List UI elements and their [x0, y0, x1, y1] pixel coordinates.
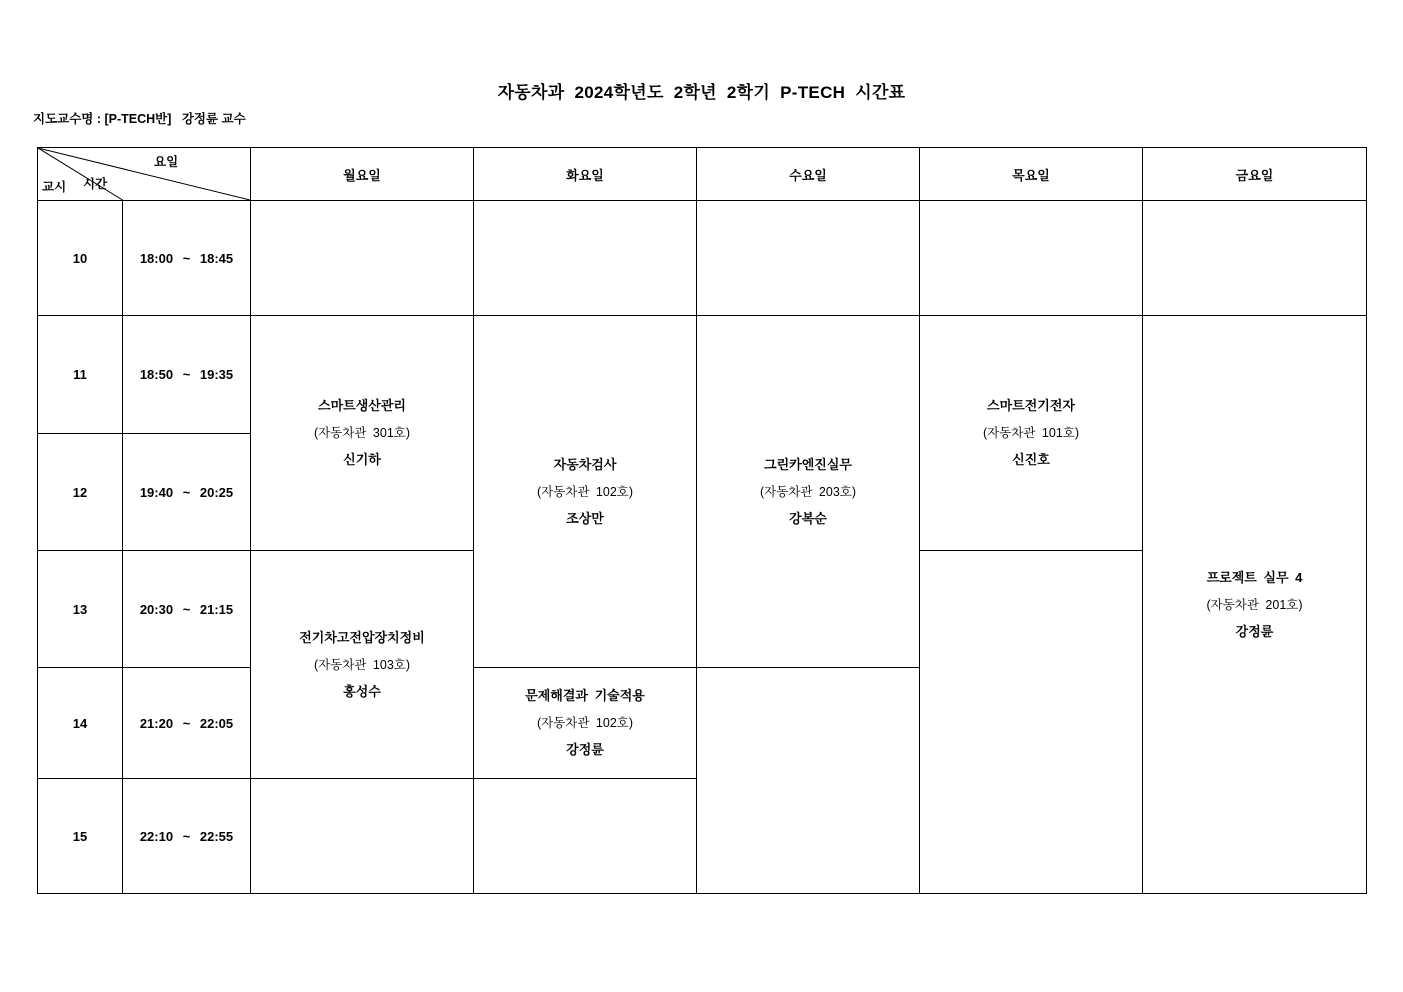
teacher-label: 강정륜 [1235, 623, 1274, 639]
period-number-15: 15 [38, 779, 123, 894]
room-label: (자동차관 201호) [1206, 597, 1303, 612]
teacher-label: 신기하 [343, 452, 381, 467]
room-label: (자동차관 203호) [759, 484, 857, 499]
empty-cell-tue-15 [474, 779, 697, 894]
period-number-13: 13 [38, 551, 123, 668]
period-time-12: 19:40 ~ 20:25 [123, 434, 251, 551]
teacher-label: 강정륜 [566, 742, 604, 757]
empty-cell-fri-10 [1143, 201, 1367, 316]
subject-label: 문제해결과 기술적용 [525, 688, 645, 703]
class-cell-tue-11-13 [474, 316, 697, 668]
empty-cell-mon-10 [251, 201, 474, 316]
class-cell-mon-13-14 [251, 551, 474, 779]
room-label: (자동차관 102호) [536, 716, 634, 730]
empty-cell-wed-14-15 [697, 668, 920, 894]
page-title: 자동차과 2024학년도 2학년 2학기 P-TECH 시간표 [497, 83, 906, 102]
period-number-11: 11 [38, 316, 123, 434]
subject-label: 스마트전기전자 [987, 398, 1075, 413]
row-period-10 [38, 201, 1367, 316]
period-number-10: 10 [38, 201, 123, 316]
day-header-friday: 금요일 [1143, 148, 1367, 201]
timetable [37, 147, 1367, 894]
period-time-10: 18:00 ~ 18:45 [123, 201, 251, 316]
day-header-tuesday: 화요일 [474, 148, 697, 201]
empty-cell-thu-13-15 [920, 551, 1143, 894]
class-cell-thu-11-12 [920, 316, 1143, 551]
day-header-thursday: 목요일 [920, 148, 1143, 201]
advisor-line: 지도교수명 : [P-TECH반] 강정륜 교수 [33, 112, 246, 126]
teacher-label: 조상만 [566, 510, 604, 526]
period-time-13: 20:30 ~ 21:15 [123, 551, 251, 668]
empty-cell-mon-15 [251, 779, 474, 894]
empty-cell-thu-10 [920, 201, 1143, 316]
row-period-11 [38, 316, 1367, 434]
room-label: (자동차관 103호) [313, 657, 411, 672]
corner-cell [38, 148, 251, 201]
class-cell-mon-11-12 [251, 316, 474, 551]
teacher-label: 강복순 [789, 510, 827, 526]
header-row [38, 148, 1367, 201]
class-cell-fri-11-15 [1143, 316, 1367, 894]
corner-time-label: 시간 [83, 177, 108, 191]
corner-diagonal-lines [38, 148, 250, 200]
teacher-label: 신진호 [1012, 452, 1050, 467]
period-number-14: 14 [38, 668, 123, 779]
period-time-15: 22:10 ~ 22:55 [123, 779, 251, 894]
empty-cell-wed-10 [697, 201, 920, 316]
class-cell-tue-14 [474, 668, 697, 779]
period-time-14: 21:20 ~ 22:05 [123, 668, 251, 779]
class-cell-wed-11-13 [697, 316, 920, 668]
subject-label: 전기차고전압장치정비 [299, 629, 425, 645]
subject-label: 스마트생산관리 [318, 398, 406, 413]
room-label: (자동차관 102호) [536, 484, 634, 499]
room-label: (자동차관 101호) [982, 426, 1080, 440]
day-header-wednesday: 수요일 [697, 148, 920, 201]
period-number-12: 12 [38, 434, 123, 551]
corner-period-label: 교시 [42, 180, 67, 194]
subject-label: 프로젝트 실무 4 [1206, 569, 1303, 585]
period-time-11: 18:50 ~ 19:35 [123, 316, 251, 434]
day-header-monday: 월요일 [251, 148, 474, 201]
teacher-label: 홍성수 [343, 683, 381, 699]
subject-label: 그린카엔진실무 [764, 456, 852, 472]
empty-cell-tue-10 [474, 201, 697, 316]
corner-day-label: 요일 [154, 155, 179, 169]
room-label: (자동차관 301호) [313, 426, 411, 440]
subject-label: 자동차검사 [553, 456, 617, 472]
